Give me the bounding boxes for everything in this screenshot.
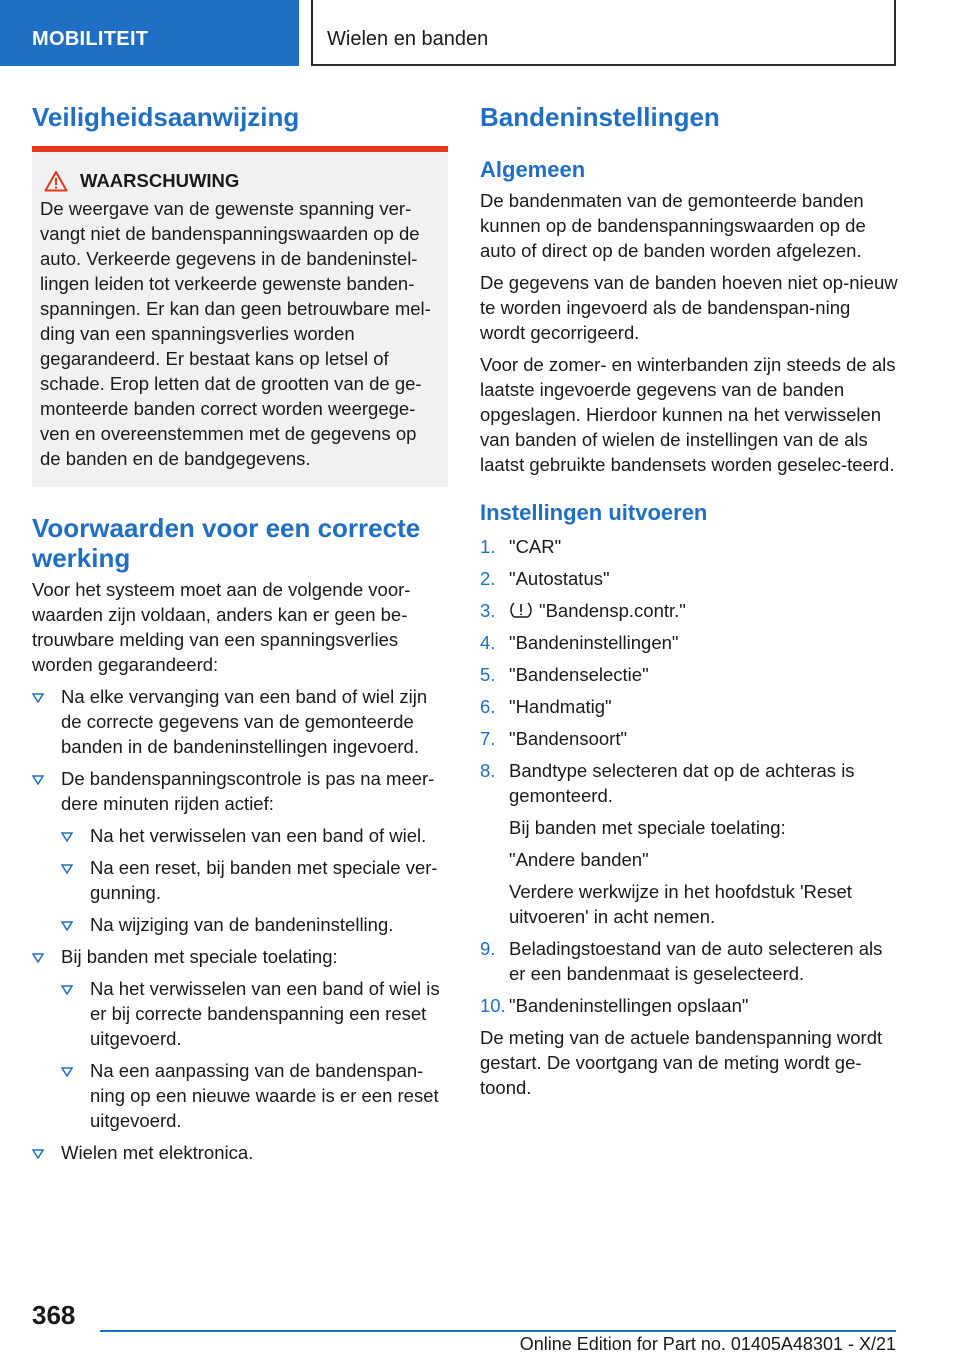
edition-text: Online Edition for Part no. 01405A48301 - X/21: [519, 1334, 896, 1354]
bullet-triangle-icon: [32, 953, 44, 963]
bullet-triangle-icon: [61, 864, 73, 874]
bullet-triangle-icon: [32, 1149, 44, 1159]
warning-text: De weergave van de gewenste spanning ver-vangt niet de bandenspanningswaarden op de auto. Verkeerde gegevens in de bandeninstel-lingen leiden tot verkeerde gewenste banden-spanningen. Er kan dan geen betrouwbare mel-ding van een spanningsverlies worden gegarandeerd. Er bestaat kans op letsel of schade. Erop letten dat de grootten van de ge-monteerde banden correct worden weergege-ven en overeenstemmen met de gegevens op de banden en de bandgegevens.: [40, 198, 431, 469]
step-note: Verdere werkwijze in het hoofdstuk 'Reset uitvoeren' in acht nemen.: [509, 881, 852, 927]
right-column: [480, 100, 900, 1100]
step-item: 3. "Bandensp.contr.": [480, 600, 686, 621]
conditions-heading: Voorwaarden voor een correcte werking: [32, 513, 421, 573]
step-item: 6. "Handmatig": [480, 696, 612, 717]
sub-list-item: Na een reset, bij banden met speciale ver-gunning.: [61, 855, 448, 905]
bullet-triangle-icon: [32, 775, 44, 785]
bullet-triangle-icon: [61, 921, 73, 931]
step-item: 5. "Bandenselectie": [480, 664, 649, 685]
safety-heading: Veiligheidsaanwijzing: [32, 102, 300, 132]
step-item: 1. "CAR": [480, 536, 562, 557]
sub-list-item: Na een aanpassing van de bandenspan-ning op een nieuwe waarde is er een reset uitgevoerd.: [61, 1058, 448, 1133]
chapter-tab: [311, 0, 896, 66]
bullet-triangle-icon: [61, 832, 73, 842]
step-item: 7. "Bandensoort": [480, 728, 628, 749]
step-item: 8. Bandtype selecteren dat op de achteras is gemonteerd. Bij banden met speciale toelating: "Andere banden" Verdere werkwijze in het hoofdstuk 'Reset uitvoeren' in acht nemen.: [480, 758, 900, 929]
steps-list: [480, 534, 900, 1018]
step-item: 2. "Autostatus": [480, 568, 610, 589]
warning-triangle-icon: [44, 170, 68, 192]
step-note: "Andere banden": [509, 849, 649, 870]
perform-heading: Instellingen uitvoeren: [480, 500, 708, 525]
bullet-triangle-icon: [61, 985, 73, 995]
warning-title: WAARSCHUWING: [80, 170, 240, 191]
general-paragraph-3: Voor de zomer- en winterbanden zijn steeds de als laatste ingevoerde gegevens van de banden opgeslagen. Hierdoor kunnen na het verwisselen van banden of wielen de instellingen van de als laatst gebruikte bandensets worden geselec-teerd.: [480, 354, 896, 475]
general-paragraph-2: De gegevens van de banden hoeven niet op-nieuw te worden ingevoerd als de bandenspan-ning wordt gecorrigeerd.: [480, 272, 898, 343]
bullet-triangle-icon: [32, 693, 44, 703]
sub-list-item: Na wijziging van de bandeninstelling.: [61, 912, 448, 937]
general-paragraph-1: De bandenmaten van de gemonteerde banden kunnen op de bandenspanningswaarden op de auto of direct op de banden worden afgelezen.: [480, 190, 866, 261]
general-heading: Algemeen: [480, 157, 586, 182]
closing-paragraph: De meting van de actuele bandenspanning wordt gestart. De voortgang van de meting wordt ge-toond.: [480, 1027, 883, 1098]
conditions-list: [32, 684, 448, 1165]
list-item: De bandenspanningscontrole is pas na meer-dere minuten rijden actief: Na het verwisselen van een band of wiel. Na een reset, bij banden met speciale ver-gunning. Na wijziging van de bandeninstelling.: [32, 766, 448, 937]
sub-list-item: Na het verwisselen van een band of wiel.: [61, 823, 448, 848]
sub-list: [61, 976, 448, 1133]
sub-list: [61, 823, 448, 937]
list-item: Na elke vervanging van een band of wiel zijn de correcte gegevens van de gemonteerde banden in de bandeninstellingen ingevoerd.: [32, 684, 448, 759]
list-item: Wielen met elektronica.: [32, 1140, 448, 1165]
chapter-label: Wielen en banden: [327, 28, 489, 50]
step-item: 4. "Bandeninstellingen": [480, 632, 679, 653]
left-column: [32, 100, 448, 1165]
page-number: 368: [32, 1300, 76, 1330]
bullet-triangle-icon: [61, 1067, 73, 1077]
tire-pressure-icon: [509, 600, 533, 620]
sub-list-item: Na het verwisselen van een band of wiel is er bij correcte bandenspanning een reset uitgevoerd.: [61, 976, 448, 1051]
footer-rule: [100, 1330, 896, 1332]
section-label: MOBILITEIT: [32, 28, 149, 50]
conditions-intro: Voor het systeem moet aan de volgende voor-waarden zijn voldaan, anders kan er geen be-trouwbare melding van een spanningsverlies worden gegarandeerd:: [32, 579, 411, 675]
list-item: Bij banden met speciale toelating: Na het verwisselen van een band of wiel is er bij correcte bandenspanning een reset uitgevoerd. Na een aanpassing van de bandenspan-ning op een nieuwe waarde is er een reset uitgevoerd.: [32, 944, 448, 1133]
warning-box: [32, 152, 448, 487]
step-note: Bij banden met speciale toelating:: [509, 817, 786, 838]
step-item: 9. Beladingstoestand van de auto selecteren als er een bandenmaat is geselecteerd.: [480, 938, 883, 984]
section-tab: [0, 0, 299, 66]
step-item: 10. "Bandeninstellingen opslaan": [480, 995, 749, 1016]
warning-header: [44, 170, 440, 192]
tire-settings-heading: Bandeninstellingen: [480, 102, 720, 132]
